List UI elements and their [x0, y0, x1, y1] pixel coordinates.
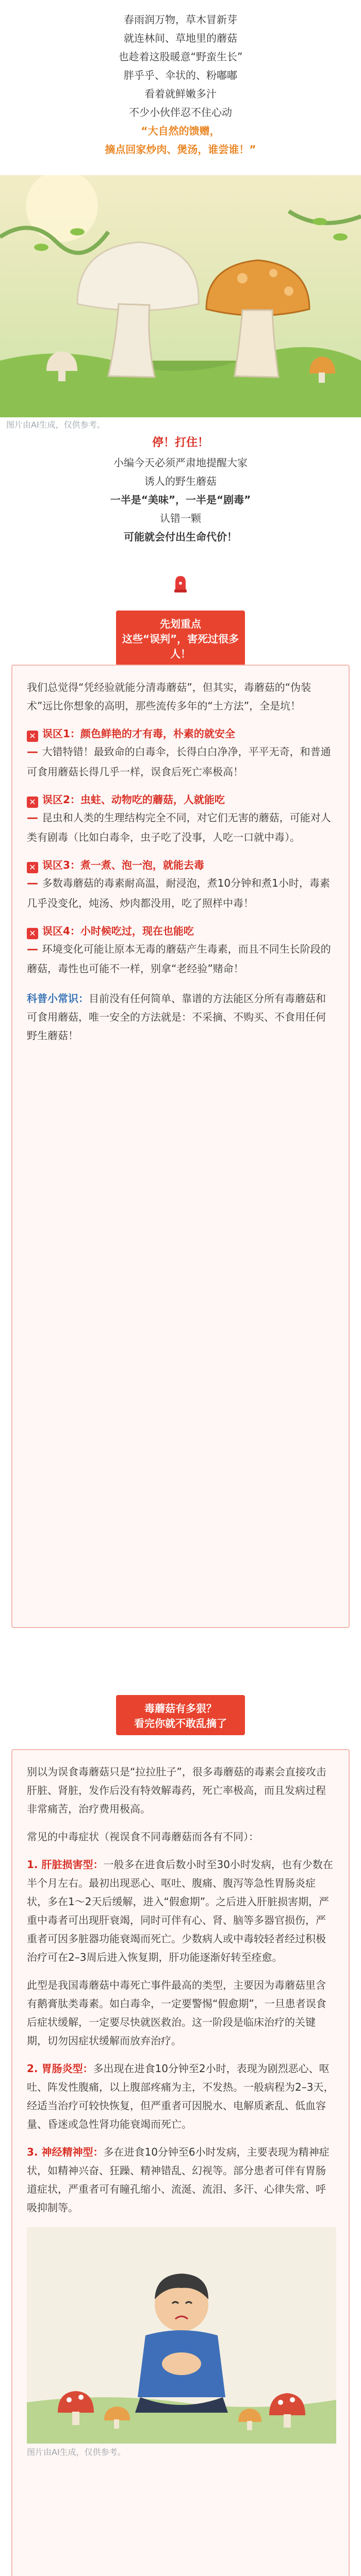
- symptom-type: 1. 肝脏损害型：一般多在进食后数小时至30小时发病，也有少数在半个月左右。最初出现恶心、呕吐、腹痛、腹泻等急性胃肠炎症状，多在1～2天后缓解，进入“假愈期”。之后进入肝脏损害期，严重中毒者可出现肝衰竭，同时可伴有心、肾、脑等多器官损伤，严重者可因多脏器功能衰竭而死亡。少数病人或中毒较轻者经过积极治疗可在2–3周后进入恢复期，肝功能逐渐好转至痊愈。: [27, 1858, 333, 1963]
- section1-banner: [116, 611, 245, 666]
- mushroom-illustration: [0, 175, 361, 428]
- dash-icon: —: [27, 942, 42, 956]
- banner-subtitle: 这些“误判”，害死过很多人！: [122, 633, 239, 660]
- sick-person-illustration: [27, 2227, 334, 2458]
- mistake-item: [27, 725, 334, 781]
- symptom-type: 2. 胃肠炎型：多出现在进食10分钟至2小时，表现为剧烈恶心、呕吐、阵发性腹痛，以上腹部疼痛为主，不发热。一般病程为2–3天，经适当治疗可较快恢复，但严重者可因脱水、电解质紊乱、低血容量、昏迷或急性肾功能衰竭而死亡。: [27, 2062, 334, 2130]
- intro-line: 胖乎乎、伞状的、粉嘟嘟: [124, 69, 237, 81]
- warning-line: 可能就会付出生命代价！: [124, 530, 237, 543]
- warning-stop: 停！打住！: [152, 436, 209, 449]
- mushroom-image: [0, 175, 361, 417]
- cross-icon: ✕: [27, 796, 38, 808]
- alarm-icon: [0, 572, 361, 595]
- warning-key-line: 一半是“美味”，一半是“剧毒”: [110, 493, 251, 506]
- mistake-body: — 环境变化可能让原本无毒的蘑菇产生毒素，而且不同生长阶段的蘑菇，毒性也可能不一样，别拿“老经验”赌命！: [27, 942, 331, 975]
- cross-icon: ✕: [27, 731, 38, 742]
- mistake-body: — 大错特错！最致命的白毒伞，长得白白净净，平平无奇，和普通可食用蘑菇长得几乎一样，误食后死亡率极高！: [27, 745, 331, 778]
- sick-person-image: [27, 2227, 336, 2444]
- intro-section: [0, 10, 361, 159]
- mistakes-card: [11, 665, 350, 1628]
- symptoms-card: [11, 1749, 350, 2576]
- section2-p1: 别以为误食毒蘑菇只是“拉拉肚子”，很多毒蘑菇的毒素会直接攻击肝脏、肾脏，发作后没有特效解毒药，死亡率极高，而且发病过程非常痛苦，治疗费用极高。: [27, 1766, 326, 1815]
- banner-title: 先划重点: [160, 618, 201, 630]
- science-label: 科普小常识：: [27, 992, 89, 1005]
- intro-highlight: 摘点回家炒肉、煲汤，谁尝谁！”: [105, 143, 256, 156]
- banner-subtitle: 看完你就不敢乱摘了: [134, 1717, 227, 1730]
- intro-line: 不少小伙伴忍不住心动: [129, 106, 232, 118]
- banner-title: 毒蘑菇有多狠？: [144, 1702, 217, 1715]
- cross-icon: ✕: [27, 928, 38, 939]
- mistake-body: — 多数毒蘑菇的毒素耐高温，耐浸泡，煮10分钟和煮1小时，毒素几乎没变化，炖汤、炒肉都没用，吃了照样中毒！: [27, 877, 330, 909]
- science-body: 目前没有任何简单、靠谱的方法能区分所有毒蘑菇和可食用蘑菇，唯一安全的方法就是：不采摘、不购买、不食用任何野生蘑菇！: [27, 992, 326, 1042]
- mistake-item: [27, 923, 334, 978]
- mistake-title: 误区2：虫蛀、动物吃的蘑菇，人就能吃: [42, 793, 225, 806]
- mistake-item: [27, 857, 334, 912]
- warning-line: 认错一颗: [160, 512, 201, 524]
- intro-line: 就连林间、草地里的蘑菇: [124, 32, 237, 44]
- symptom-note: 此型是我国毒蘑菇中毒死亡事件最高的类型，主要因为毒蘑菇里含有鹅膏肽类毒素。如白毒伞，一定要警惕“假愈期”，一旦患者误食后症状缓解，一定要尽快就医救治。这一阶段是临床治疗的关键期，切勿因症状缓解而放弃治疗。: [27, 1979, 326, 2047]
- mistake-title: 误区3：煮一煮、泡一泡，就能去毒: [42, 859, 204, 872]
- mistake-title: 误区1：颜色鲜艳的才有毒，朴素的就安全: [42, 727, 235, 740]
- mistake-item: [27, 791, 334, 847]
- intro-line: 也趁着这股暖意“野蛮生长”: [118, 50, 243, 63]
- intro-highlight: “大自然的馈赠，: [141, 125, 220, 137]
- dash-icon: —: [27, 877, 42, 890]
- image-caption: 图片由AI生成，仅供参考。: [6, 420, 105, 430]
- symptom-type: 3. 神经精神型：多在进食10分钟至6小时发病，主要表现为精神症状，如精神兴奋、狂躁、精神错乱、幻视等。部分患者可伴有胃肠道症状，严重者可有瞳孔缩小、流涎、流泪、多汗、心律失常、呼吸抑制等。: [27, 2146, 330, 2214]
- section2-banner: [116, 1695, 245, 1735]
- mistake-title: 误区4：小时候吃过，现在也能吃: [42, 924, 194, 937]
- dash-icon: —: [27, 811, 42, 824]
- warning-section: [0, 433, 361, 546]
- dash-icon: —: [27, 745, 42, 758]
- image-caption: 图片由AI生成，仅供参考。: [27, 2447, 126, 2457]
- warning-line: 小编今天必须严肃地提醒大家: [113, 456, 248, 469]
- warning-line: 诱人的野生蘑菇: [144, 474, 217, 487]
- section1-intro: 我们总觉得“凭经验就能分清毒蘑菇”，但其实，毒蘑菇的“伪装术”远比你想象的高明，那些流传多年的“土方法”，全是坑！: [27, 681, 311, 712]
- intro-line: 春雨润万物，草木冒新芽: [124, 13, 237, 26]
- mistake-body: — 昆虫和人类的生理结构完全不同，对它们无害的蘑菇，可能对人类有剧毒（比如白毒伞，虫子吃了没事，人吃一口就中毒）。: [27, 811, 331, 844]
- intro-line: 看着就鲜嫩多汁: [144, 88, 217, 100]
- cross-icon: ✕: [27, 862, 38, 873]
- science-note: [27, 989, 334, 1045]
- section2-p2: 常见的中毒症状（视误食不同毒蘑菇而各有不同）：: [27, 1831, 259, 1843]
